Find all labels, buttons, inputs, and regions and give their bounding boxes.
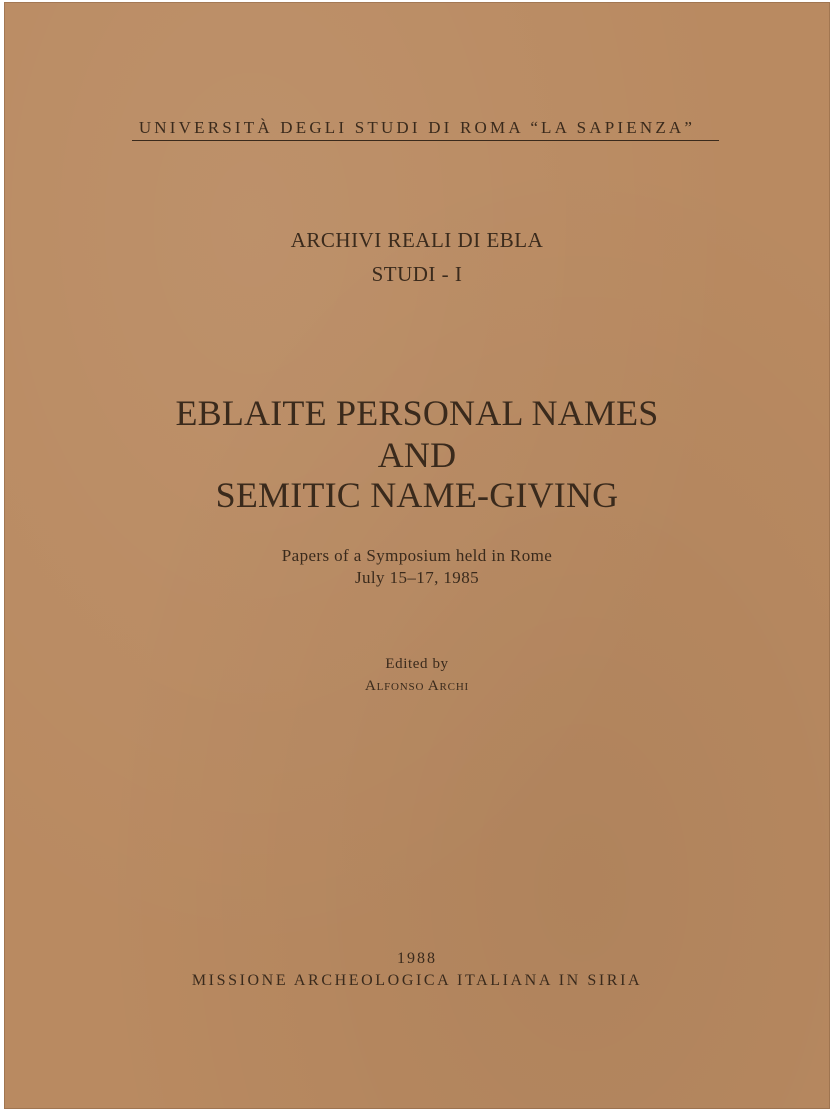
header-rule — [132, 140, 719, 141]
editor-name: Alfonso Archi — [364, 678, 470, 694]
book-title-line: SEMITIC NAME-GIVING — [215, 475, 619, 515]
publication-year: 1988 — [397, 950, 437, 967]
book-title-line: AND — [377, 435, 457, 475]
book-cover — [4, 2, 830, 1109]
publisher-name: MISSIONE ARCHEOLOGICA ITALIANA IN SIRIA — [191, 972, 643, 989]
book-title-line: EBLAITE PERSONAL NAMES — [175, 393, 659, 433]
university-name: UNIVERSITÀ DEGLI STUDI DI ROMA “LA SAPIENZA” — [138, 118, 696, 137]
series-title: ARCHIVI REALI DI EBLA — [290, 228, 544, 252]
edited-by-label: Edited by — [385, 656, 449, 672]
series-volume: STUDI - I — [371, 262, 463, 286]
subtitle-line: Papers of a Symposium held in Rome — [281, 546, 553, 565]
subtitle-line: July 15–17, 1985 — [355, 568, 479, 587]
